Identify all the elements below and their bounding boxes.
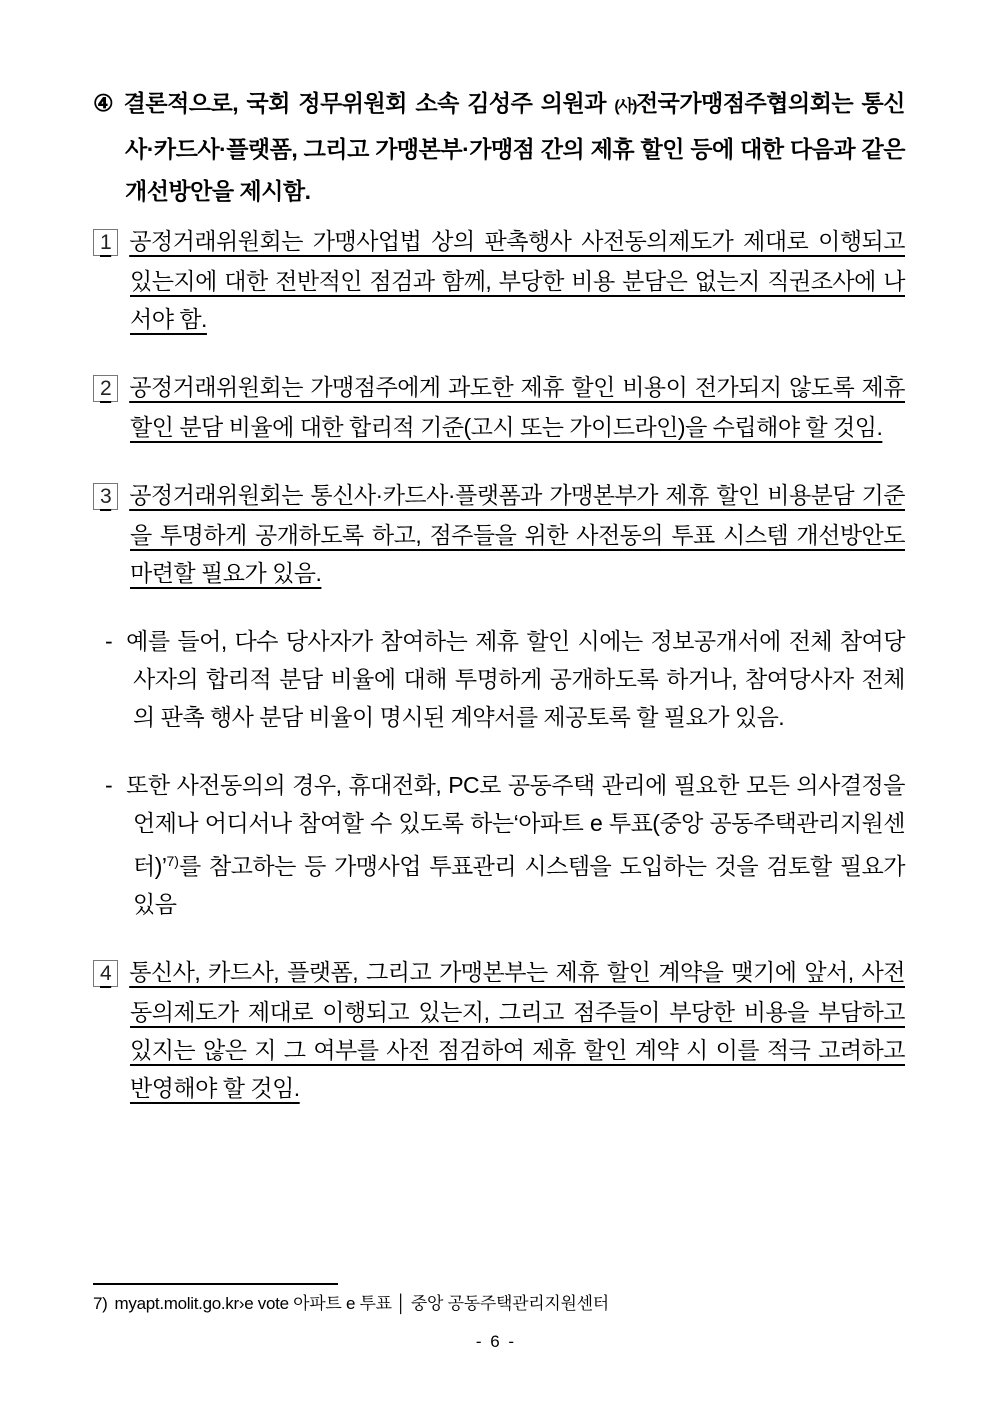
- item-3-text: 공정거래위원회는 통신사·카드사·플랫폼과 가맹본부가 제휴 할인 비용분담 기준을 투명하게 공개하도록 하고, 점주들을 위한 사전동의 투표 시스템 개선방안도 마련할 필요가 있음.: [129, 482, 905, 586]
- item-4-boxed-number: 4: [93, 960, 118, 987]
- intro-org-abbreviation: (사): [614, 98, 636, 115]
- dash-2-text-start: 또한 사전동의의 경우, 휴대전화, PC로 공동주택 관리에 필요한 모든 의사결정을 언제나 어디서나 참여할 수 있도록 하는‘아파트 e 투표(중앙 공동주택관리지원센터)’: [126, 772, 905, 879]
- dash-2-marker: -: [105, 772, 113, 798]
- item-paragraph-1: [93, 222, 905, 338]
- page-number: - 6 -: [475, 1332, 517, 1351]
- footnote: [93, 1291, 905, 1317]
- item-2-boxed-number: 2: [93, 375, 118, 402]
- footnote-separator-rule: [93, 1283, 338, 1285]
- dash-1-marker: -: [105, 628, 113, 654]
- dash-2-text-end: 를 참고하는 등 가맹사업 투표관리 시스템을 도입하는 것을 검토할 필요가 있음: [133, 853, 905, 917]
- footnote-text: myapt.molit.go.kr›e vote 아파트 e 투표 │ 중앙 공동주택관리지원센터: [114, 1294, 609, 1313]
- item-1-boxed-number: 1: [93, 229, 118, 256]
- item-1-text: 공정거래위원회는 가맹사업법 상의 판촉행사 사전동의제도가 제대로 이행되고 있는지에 대한 전반적인 점검과 함께, 부당한 비용 분담은 없는지 직권조사에 나서야 함.: [129, 228, 905, 332]
- document-body: [93, 82, 905, 1137]
- dash-paragraph-1: [105, 622, 905, 736]
- item-4-text: 통신사, 카드사, 플랫폼, 그리고 가맹본부는 제휴 할인 계약을 맺기에 앞서, 사전동의제도가 제대로 이행되고 있는지, 그리고 점주들이 부당한 비용을 부담하고 있지는 않은 지 그 여부를 사전 점검하여 제휴 할인 계약 시 이를 적극 고려하고 반영해야 할 것임.: [129, 959, 905, 1101]
- footnote-reference-7: 7): [166, 853, 179, 869]
- dash-1-text: 예를 들어, 다수 당사자가 참여하는 제휴 할인 시에는 정보공개서에 전체 참여당사자의 합리적 분담 비율에 대해 투명하게 공개하도록 하거나, 참여당사자 전체의 판촉 행사 분담 비율이 명시된 계약서를 제공토록 할 필요가 있음.: [126, 628, 905, 730]
- footnote-label: 7): [93, 1294, 108, 1313]
- intro-paragraph: [93, 82, 905, 212]
- intro-text-start: 결론적으로, 국회 정무위원회 소속 김성주 의원과: [123, 90, 615, 116]
- item-2-text: 공정거래위원회는 가맹점주에게 과도한 제휴 할인 비용이 전가되지 않도록 제휴 할인 분담 비율에 대한 합리적 기준(고시 또는 가이드라인)을 수립해야 할 것임.: [129, 374, 905, 440]
- item-paragraph-2: [93, 368, 905, 446]
- intro-circled-number: ④: [93, 90, 116, 116]
- item-paragraph-4: [93, 953, 905, 1107]
- dash-paragraph-2: [105, 766, 905, 923]
- intro-text-end: 전국가맹점주협의회는 통신사·카드사·플랫폼, 그리고 가맹본부·가맹점 간의 제휴 할인 등에 대한 다음과 같은 개선방안을 제시함.: [125, 90, 905, 204]
- item-paragraph-3: [93, 476, 905, 592]
- item-3-boxed-number: 3: [93, 483, 118, 510]
